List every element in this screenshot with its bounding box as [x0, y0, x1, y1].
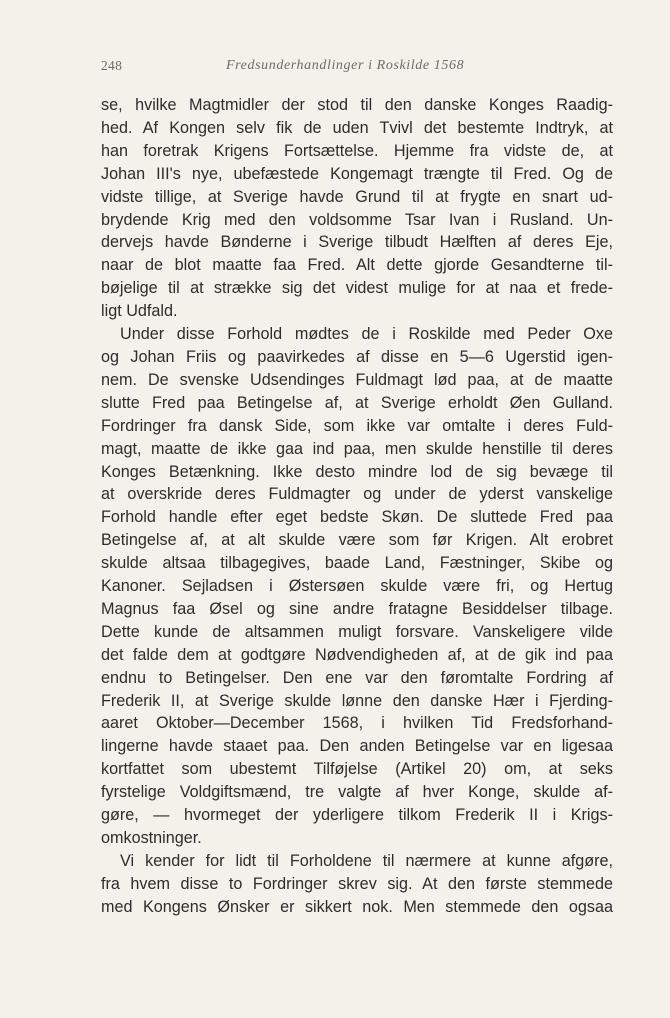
- paragraph: [101, 850, 613, 919]
- text-line: naar de blot maatte faa Fred. Alt dette gjorde Gesandterne til-: [101, 256, 613, 275]
- text-line: Under disse Forhold mødtes de i Roskilde med Peder Oxe: [120, 325, 613, 344]
- text-line: Frederik II, at Sverige skulde lønne den danske Hær i Fjerding-: [101, 691, 613, 710]
- text-line: lingerne havde staaet paa. Den anden Betingelse var en ligesaa: [101, 737, 613, 756]
- page-number: 248: [101, 58, 123, 73]
- body-text: [101, 94, 613, 919]
- text-line: fra hvem disse to Fordringer skrev sig. At den første stemmede: [101, 874, 613, 893]
- text-line: skulde altsaa tilbagegives, baade Land, Fæstninger, Skibe og: [101, 554, 613, 573]
- text-line: med Kongens Ønsker er sikkert nok. Men stemmede den ogsaa: [101, 897, 613, 916]
- text-line: Magnus faa Øsel og sine andre fratagne Besiddelser tilbage.: [101, 599, 613, 618]
- text-line: magt, maatte de ikke gaa ind paa, men skulde henstille til deres: [101, 439, 613, 458]
- paragraph: [101, 323, 613, 850]
- text-line: han foretrak Krigens Fortsættelse. Hjemme fra vidste de, at: [101, 141, 613, 160]
- text-line: Kanoner. Sejladsen i Østersøen skulde være fri, og Hertug: [101, 577, 613, 596]
- text-line: ligt Udfald.: [101, 302, 178, 321]
- text-line: og Johan Friis og paavirkedes af disse en 5—6 Ugerstid igen-: [101, 347, 613, 366]
- text-line: fyrstelige Voldgiftsmænd, tre valgte af hver Konge, skulde af-: [101, 783, 613, 802]
- text-line: endnu to Betingelser. Den ene var den føromtalte Fordring af: [101, 668, 613, 687]
- text-line: aaret Oktober—December 1568, i hvilken Tid Fredsforhand-: [101, 714, 613, 733]
- running-title: Fredsunderhandlinger i Roskilde 1568: [226, 58, 465, 73]
- text-line: omkostninger.: [101, 829, 202, 847]
- text-line: Forhold handle efter eget bedste Skøn. De sluttede Fred paa: [101, 508, 613, 527]
- text-line: slutte Fred paa Betingelse af, at Sverige erholdt Øen Gulland.: [101, 393, 613, 412]
- text-line: se, hvilke Magtmidler der stod til den danske Konges Raadig-: [101, 96, 613, 114]
- text-line: nem. De svenske Udsendinges Fuldmagt lød paa, at de maatte: [101, 370, 613, 389]
- text-line: vidste tillige, at Sverige havde Grund til at frygte en snart ud-: [101, 187, 613, 206]
- text-line: kortfattet som ubestemt Tilføjelse (Artikel 20) om, at seks: [101, 760, 613, 779]
- text-line: Dette kunde de altsammen muligt forsvare. Vanskeligere vilde: [101, 622, 613, 641]
- text-line: Vi kender for lidt til Forholdene til nærmere at kunne afgøre,: [120, 851, 613, 870]
- text-line: Johan III's nye, ubefæstede Kongemagt trængte til Fred. Og de: [101, 164, 613, 183]
- text-line: at overskride deres Fuldmagter og under de yderst vanskelige: [101, 485, 613, 504]
- text-line: bøjelige til at strække sig det videst mulige for at naa et frede-: [101, 279, 613, 298]
- text-line: brydende Krig med den voldsomme Tsar Ivan i Rusland. Un-: [101, 210, 613, 229]
- text-line: hed. Af Kongen selv fik de uden Tvivl det bestemte Indtryk, at: [101, 118, 613, 137]
- text-line: det falde dem at godtgøre Nødvendigheden af, at de gik ind paa: [101, 645, 613, 664]
- text-line: gøre, — hvormeget der yderligere tilkom Frederik II i Krigs-: [101, 806, 613, 825]
- paragraph: [101, 94, 613, 323]
- text-line: Konges Betænkning. Ikke desto mindre lod de sig bevæge til: [101, 462, 613, 481]
- text-line: Betingelse af, at alt skulde være som før Krigen. Alt erobret: [101, 531, 613, 550]
- text-line: Fordringer fra dansk Side, som ikke var omtalte i deres Fuld-: [101, 416, 613, 435]
- text-line: dervejs havde Bønderne i Sverige tilbudt Hælften af deres Eje,: [101, 233, 613, 252]
- page-header: [101, 58, 613, 80]
